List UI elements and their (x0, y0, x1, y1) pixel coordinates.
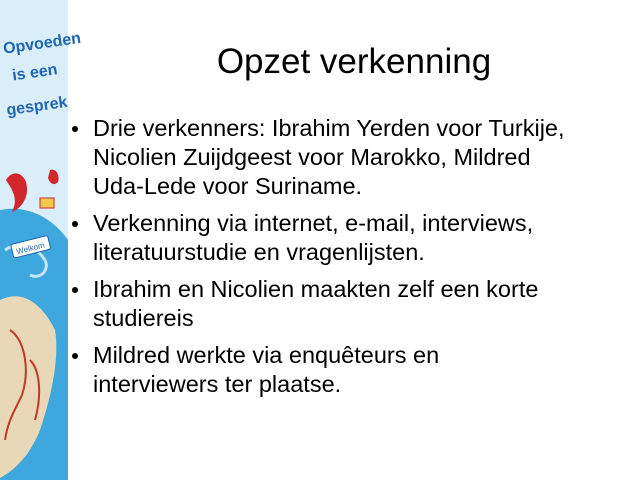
logo-line-3: gesprek (5, 93, 69, 120)
sidebar-illustration (0, 0, 82, 480)
bullet-dot-icon (68, 114, 93, 143)
bullet-text: Drie verkenners: Ibrahim Yerden voor Turkije, (93, 115, 565, 141)
bullet-text: studiereis (93, 305, 194, 331)
flag-icon (40, 198, 54, 208)
bullet-text: Uda-Lede voor Suriname. (93, 173, 363, 199)
bullet-dot-icon (68, 341, 93, 370)
bullet-dot-icon (68, 275, 93, 304)
logo-line-2: is een (11, 61, 59, 85)
bullet-item (68, 341, 628, 399)
bullet-item (68, 275, 628, 333)
bullet-list (68, 114, 628, 407)
bullet-text: Ibrahim en Nicolien maakten zelf een korte (93, 276, 539, 302)
bullet-text: Mildred werkte via enquêteurs en (93, 342, 440, 368)
bullet-item (68, 114, 628, 201)
slide-title: Opzet verkenning (216, 42, 492, 81)
welcome-sign-text: Welkom (15, 240, 46, 257)
bullet-text: interviewers ter plaatse. (93, 371, 342, 397)
logo-line-1: Opvoeden (2, 29, 82, 58)
bullet-text: Verkenning via internet, e-mail, interviews, (93, 210, 534, 236)
bullet-dot-icon (68, 209, 93, 238)
bullet-item (68, 209, 628, 267)
bullet-text: Nicolien Zuijdgeest voor Marokko, Mildred (93, 144, 531, 170)
bullet-text: literatuurstudie en vragenlijsten. (93, 239, 425, 265)
